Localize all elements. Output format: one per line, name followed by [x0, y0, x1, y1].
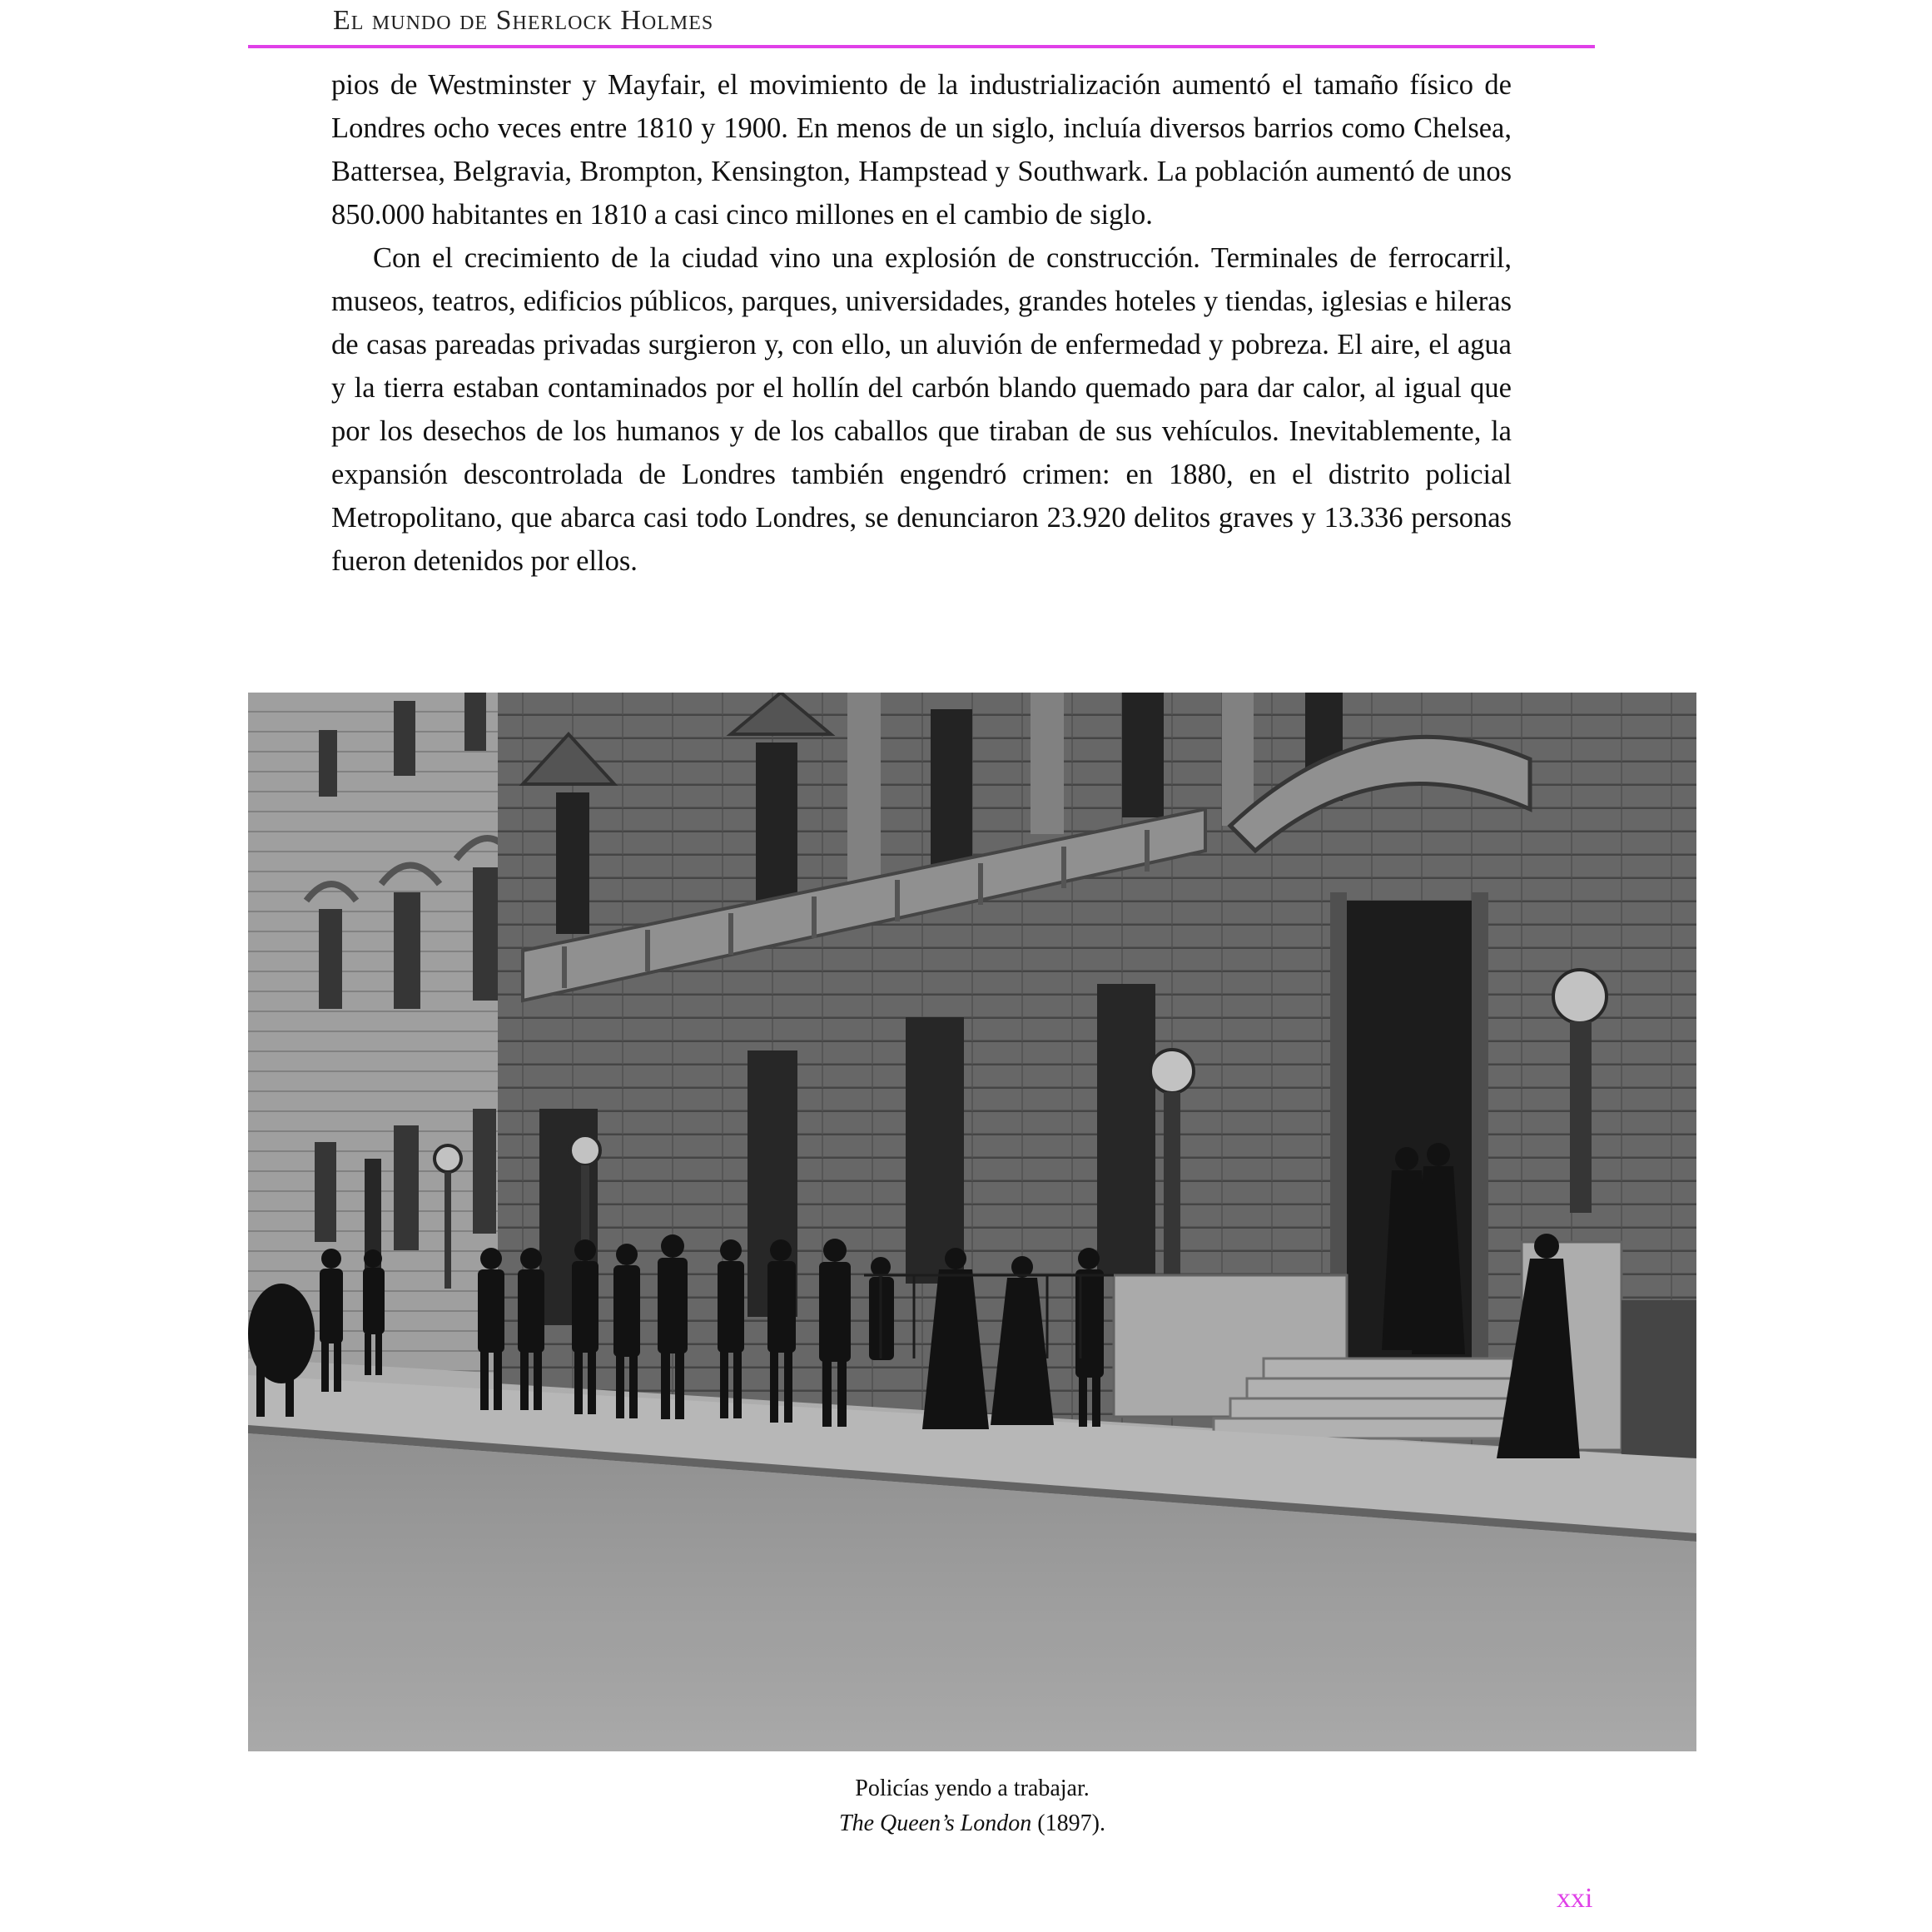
street-photograph: [248, 693, 1696, 1751]
caption-source-title: The Queen’s London: [839, 1810, 1032, 1836]
page-number: xxi: [1557, 1883, 1593, 1914]
header-rule: [248, 45, 1595, 48]
figure-caption: [248, 1771, 1696, 1841]
body-text: [331, 63, 1512, 583]
running-head-title: El mundo de Sherlock Holmes: [333, 5, 714, 36]
caption-line: Policías yendo a trabajar.: [855, 1776, 1090, 1801]
caption-source-year: (1897).: [1031, 1810, 1105, 1836]
caption-source: [248, 1806, 1696, 1841]
paragraph: Con el crecimiento de la ciudad vino una explosión de construcción. Terminales de ferrocarril, museos, teatros, edificios públicos, parques, universidades, grandes hoteles y tiendas, iglesias e hileras de casas pareadas privadas surgieron y, con ello, un aluvión de enfermedad y pobreza. El aire, el agua y la tierra estaban contaminados por el hollín del carbón blando quemado para dar calor, al igual que por los desechos de los humanos y de los caballos que tiraban de sus vehículos. Inevitablemente, la expansión descontrolada de Londres también engendró crimen: en 1880, en el distrito policial Metropolitano, que abarca casi todo Londres, se denunciaron 23.920 delitos graves y 13.336 personas fueron detenidos por ellos.: [331, 242, 1512, 577]
paragraph: pios de Westminster y Mayfair, el movimiento de la industrialización aumentó el tamaño físico de Londres ocho veces entre 1810 y 1900. En menos de un siglo, incluía diversos barrios como Chelsea, Battersea, Belgravia, Brompton, Kensington, Hampstead y Southwark. La población aumentó de unos 850.000 habitantes en 1810 a casi cinco millones en el cambio de siglo.: [331, 69, 1512, 231]
